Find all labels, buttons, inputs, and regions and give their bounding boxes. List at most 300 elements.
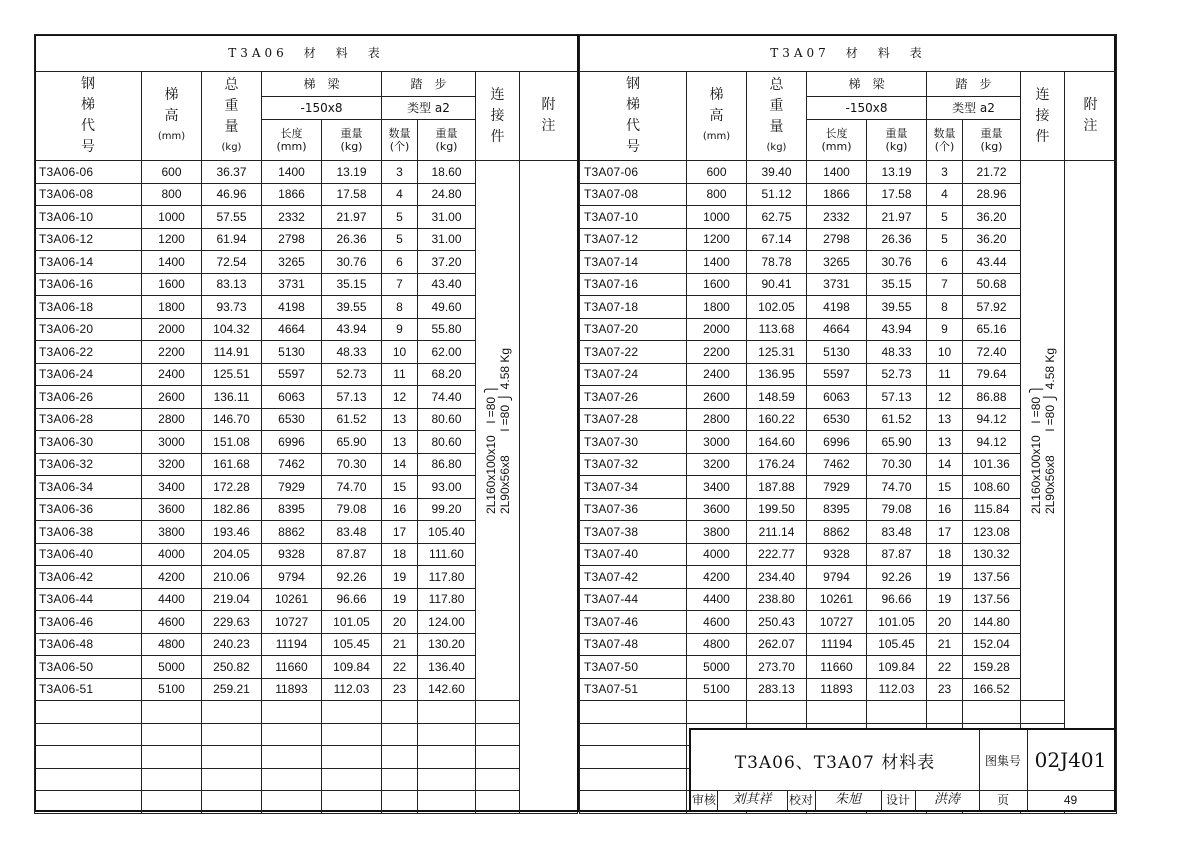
table-cell: 6996 xyxy=(807,431,867,454)
table-cell: 4664 xyxy=(807,318,867,341)
table-cell: 172.28 xyxy=(202,476,262,499)
table-cell: 193.46 xyxy=(202,521,262,544)
table-cell: T3A06-18 xyxy=(35,296,142,319)
table-cell: 4800 xyxy=(687,633,747,656)
table-cell: 4200 xyxy=(687,566,747,589)
table-cell: 43.94 xyxy=(867,318,927,341)
table-cell: 21.97 xyxy=(867,206,927,229)
table-cell: 4000 xyxy=(142,543,202,566)
table-cell: T3A07-36 xyxy=(580,498,687,521)
table-cell: 92.26 xyxy=(867,566,927,589)
table-cell: 117.80 xyxy=(418,566,476,589)
header-beam: 梯 梁 xyxy=(262,72,382,97)
table-cell: 112.03 xyxy=(322,678,382,701)
table-cell: 5100 xyxy=(687,678,747,701)
table-cell: 6063 xyxy=(262,386,322,409)
header-height xyxy=(142,72,202,161)
table-cell: 15 xyxy=(382,476,418,499)
table-title: T3A07 材 料 表 xyxy=(580,35,1117,72)
table-cell: 3200 xyxy=(687,453,747,476)
header-beam: 梯 梁 xyxy=(807,72,927,97)
table-cell: 8395 xyxy=(262,498,322,521)
blank-cell xyxy=(202,746,262,769)
blank-cell xyxy=(35,701,142,724)
table-cell: 6 xyxy=(382,251,418,274)
table-cell: 2798 xyxy=(262,228,322,251)
blank-cell xyxy=(418,746,476,769)
header-height xyxy=(687,72,747,161)
blank-row xyxy=(35,746,578,769)
table-cell: 93.73 xyxy=(202,296,262,319)
table-cell: 11660 xyxy=(262,656,322,679)
header-weight-part: 量 xyxy=(224,118,239,135)
header-code-part: 号 xyxy=(626,139,640,155)
table-cell: 1200 xyxy=(687,228,747,251)
table-cell: 79.64 xyxy=(963,363,1021,386)
blank-cell xyxy=(418,701,476,724)
table-cell: 5000 xyxy=(687,656,747,679)
table-cell: T3A07-08 xyxy=(580,183,687,206)
header-length-part: 长度 xyxy=(280,127,303,140)
table-cell: T3A06-22 xyxy=(35,341,142,364)
table-cell: 96.66 xyxy=(867,588,927,611)
table-cell: 70.30 xyxy=(867,453,927,476)
table-cell: T3A06-51 xyxy=(35,678,142,701)
table-cell: 43.40 xyxy=(418,273,476,296)
blank-cell xyxy=(476,746,520,769)
table-cell: 7929 xyxy=(807,476,867,499)
note-cell xyxy=(520,161,578,814)
table-cell: 67.14 xyxy=(747,228,807,251)
table-cell: 10727 xyxy=(262,611,322,634)
table-cell: 1400 xyxy=(807,161,867,184)
table-cell: 94.12 xyxy=(963,431,1021,454)
table-cell: 2332 xyxy=(807,206,867,229)
connector-note-cell xyxy=(476,161,520,701)
table-cell: 4 xyxy=(382,183,418,206)
table-cell: 4800 xyxy=(142,633,202,656)
table-cell: 6530 xyxy=(807,408,867,431)
blank-cell xyxy=(476,791,520,814)
table-cell: 12 xyxy=(927,386,963,409)
table-cell: 57.55 xyxy=(202,206,262,229)
table-cell: 19 xyxy=(382,588,418,611)
table-cell: 83.48 xyxy=(867,521,927,544)
table-cell: 20 xyxy=(927,611,963,634)
table-cell: 136.40 xyxy=(418,656,476,679)
table-cell: 87.87 xyxy=(322,543,382,566)
blank-cell xyxy=(322,768,382,791)
table-cell: 28.96 xyxy=(963,183,1021,206)
table-cell: T3A07-10 xyxy=(580,206,687,229)
table-cell: 68.20 xyxy=(418,363,476,386)
table-cell: 6063 xyxy=(807,386,867,409)
table-cell: T3A07-16 xyxy=(580,273,687,296)
table-cell: 9794 xyxy=(262,566,322,589)
header-beam_weight-part: 重量 xyxy=(885,127,908,140)
header-connector xyxy=(1021,72,1065,161)
table-cell: 31.00 xyxy=(418,206,476,229)
table-cell: 123.08 xyxy=(963,521,1021,544)
table-cell: 21.97 xyxy=(322,206,382,229)
blank-cell xyxy=(142,768,202,791)
table-cell: 144.80 xyxy=(963,611,1021,634)
table-cell: 39.40 xyxy=(747,161,807,184)
table-cell: 3 xyxy=(927,161,963,184)
t3a06-material-table xyxy=(34,34,578,814)
header-weight-part: 总 xyxy=(224,76,239,93)
table-cell: 48.33 xyxy=(322,341,382,364)
table-cell: 4000 xyxy=(687,543,747,566)
table-cell: 57.13 xyxy=(322,386,382,409)
header-count-part: 数量 xyxy=(933,127,956,140)
table-title: T3A06 材 料 表 xyxy=(35,35,578,72)
blank-cell xyxy=(418,768,476,791)
table-cell: 8862 xyxy=(807,521,867,544)
table-cell: 19 xyxy=(927,566,963,589)
blank-cell xyxy=(580,791,687,814)
table-cell: 18.60 xyxy=(418,161,476,184)
header-step_weight xyxy=(418,120,476,161)
table-cell: 11 xyxy=(382,363,418,386)
table-cell: 2200 xyxy=(687,341,747,364)
table-cell: 21 xyxy=(382,633,418,656)
header-beam-spec: -150x8 xyxy=(262,97,382,120)
table-cell: 199.50 xyxy=(747,498,807,521)
header-count-part: (个) xyxy=(389,140,410,153)
table-cell: T3A06-38 xyxy=(35,521,142,544)
table-cell: 72.54 xyxy=(202,251,262,274)
blank-cell xyxy=(35,768,142,791)
table-cell: 229.63 xyxy=(202,611,262,634)
table-cell: 39.55 xyxy=(867,296,927,319)
table-cell: 7929 xyxy=(262,476,322,499)
table-cell: 87.87 xyxy=(867,543,927,566)
table-cell: 3800 xyxy=(142,521,202,544)
table-cell: T3A07-24 xyxy=(580,363,687,386)
table-cell: 259.21 xyxy=(202,678,262,701)
header-weight xyxy=(202,72,262,161)
header-beam-spec: -150x8 xyxy=(807,97,927,120)
table-cell: 142.60 xyxy=(418,678,476,701)
table-cell: 4664 xyxy=(262,318,322,341)
table-cell: 10 xyxy=(927,341,963,364)
page-number: 49 xyxy=(1063,793,1078,807)
table-cell: 250.82 xyxy=(202,656,262,679)
table-cell: 65.90 xyxy=(322,431,382,454)
header-code-part: 梯 xyxy=(81,97,95,113)
blank-cell xyxy=(322,746,382,769)
design-label: 设计 xyxy=(881,790,916,810)
header-weight-part: 重 xyxy=(224,97,239,114)
table-cell: 3731 xyxy=(262,273,322,296)
table-cell: 13.19 xyxy=(322,161,382,184)
blank-cell xyxy=(476,723,520,746)
table-cell: 14 xyxy=(927,453,963,476)
table-cell: 35.15 xyxy=(867,273,927,296)
table-row xyxy=(580,161,1117,184)
table-cell: 7 xyxy=(927,273,963,296)
table-cell: T3A06-50 xyxy=(35,656,142,679)
table-cell: 152.04 xyxy=(963,633,1021,656)
atlas-number: 02J401 xyxy=(1027,730,1114,791)
table-cell: 9328 xyxy=(807,543,867,566)
note-cell xyxy=(1065,161,1117,814)
table-cell: 15 xyxy=(927,476,963,499)
header-connector-part: 接 xyxy=(490,107,505,124)
table-cell: 31.00 xyxy=(418,228,476,251)
table-cell: T3A07-32 xyxy=(580,453,687,476)
header-weight-part: 量 xyxy=(769,118,784,135)
header-height-part: (mm) xyxy=(157,131,186,142)
table-cell: 5 xyxy=(382,228,418,251)
table-cell: 5 xyxy=(927,228,963,251)
table-cell: 48.33 xyxy=(867,341,927,364)
review-label: 审核 xyxy=(691,790,718,810)
blank-cell xyxy=(142,723,202,746)
table-cell: 10727 xyxy=(807,611,867,634)
table-cell: 250.43 xyxy=(747,611,807,634)
table-cell: 22 xyxy=(382,656,418,679)
table-cell: T3A06-32 xyxy=(35,453,142,476)
blank-cell xyxy=(927,701,963,724)
table-cell: 6 xyxy=(927,251,963,274)
table-cell: 104.32 xyxy=(202,318,262,341)
table-cell: 13 xyxy=(927,408,963,431)
table-cell: 2800 xyxy=(687,408,747,431)
table-cell: 16 xyxy=(927,498,963,521)
table-cell: 57.92 xyxy=(963,296,1021,319)
blank-cell xyxy=(262,701,322,724)
header-note xyxy=(1065,72,1117,161)
table-cell: 61.94 xyxy=(202,228,262,251)
table-cell: 17 xyxy=(927,521,963,544)
table-cell: 14 xyxy=(382,453,418,476)
table-cell: 11194 xyxy=(807,633,867,656)
table-cell: 3800 xyxy=(687,521,747,544)
check-signature: 朱旭 xyxy=(815,790,882,810)
table-cell: 3400 xyxy=(687,476,747,499)
table-cell: 137.56 xyxy=(963,588,1021,611)
table-cell: T3A06-08 xyxy=(35,183,142,206)
table-cell: 19 xyxy=(927,588,963,611)
blank-cell xyxy=(476,768,520,791)
table-cell: 137.56 xyxy=(963,566,1021,589)
table-cell: T3A06-26 xyxy=(35,386,142,409)
table-cell: T3A06-06 xyxy=(35,161,142,184)
table-cell: 65.16 xyxy=(963,318,1021,341)
blank-row xyxy=(35,723,578,746)
table-cell: 10261 xyxy=(807,588,867,611)
blank-cell xyxy=(202,701,262,724)
table-cell: T3A07-28 xyxy=(580,408,687,431)
table-cell: 112.03 xyxy=(867,678,927,701)
table-cell: T3A07-34 xyxy=(580,476,687,499)
header-connector-part: 连 xyxy=(490,86,505,103)
table-cell: 125.31 xyxy=(747,341,807,364)
header-height-part: (mm) xyxy=(702,131,731,142)
table-cell: 187.88 xyxy=(747,476,807,499)
table-cell: 13.19 xyxy=(867,161,927,184)
table-cell: 96.66 xyxy=(322,588,382,611)
table-cell: 61.52 xyxy=(322,408,382,431)
header-weight-part: (kg) xyxy=(221,141,242,153)
table-cell: T3A07-50 xyxy=(580,656,687,679)
table-cell: 55.80 xyxy=(418,318,476,341)
table-cell: 16 xyxy=(382,498,418,521)
table-cell: 23 xyxy=(927,678,963,701)
table-cell: T3A07-44 xyxy=(580,588,687,611)
table-cell: 8395 xyxy=(807,498,867,521)
table-cell: 222.77 xyxy=(747,543,807,566)
blank-row xyxy=(35,768,578,791)
header-beam_weight-part: (kg) xyxy=(885,140,908,153)
table-cell: 1600 xyxy=(687,273,747,296)
table-cell: 9794 xyxy=(807,566,867,589)
table-cell: 83.48 xyxy=(322,521,382,544)
header-length-part: (mm) xyxy=(821,140,852,153)
blank-cell xyxy=(418,791,476,814)
table-cell: 70.30 xyxy=(322,453,382,476)
table-cell: 238.80 xyxy=(747,588,807,611)
header-step_weight-part: (kg) xyxy=(435,140,458,153)
table-cell: 13 xyxy=(382,408,418,431)
blank-cell xyxy=(322,701,382,724)
blank-cell xyxy=(202,768,262,791)
header-code-part: 代 xyxy=(81,118,95,134)
table-cell: 159.28 xyxy=(963,656,1021,679)
table-cell: 5130 xyxy=(262,341,322,364)
connector-spec-line: 2L160x100x10 l =80 ⎫ xyxy=(483,384,498,514)
table-cell: 8 xyxy=(382,296,418,319)
table-cell: 9 xyxy=(382,318,418,341)
table-cell: T3A06-34 xyxy=(35,476,142,499)
blank-cell xyxy=(382,768,418,791)
table-cell: 3265 xyxy=(807,251,867,274)
table-cell: T3A06-14 xyxy=(35,251,142,274)
table-cell: T3A06-20 xyxy=(35,318,142,341)
table-cell: 5130 xyxy=(807,341,867,364)
table-cell: 49.60 xyxy=(418,296,476,319)
table-cell: 37.20 xyxy=(418,251,476,274)
table-cell: T3A07-40 xyxy=(580,543,687,566)
table-cell: 99.20 xyxy=(418,498,476,521)
table-cell: 151.08 xyxy=(202,431,262,454)
table-cell: 124.00 xyxy=(418,611,476,634)
table-cell: 86.88 xyxy=(963,386,1021,409)
table-cell: 7462 xyxy=(262,453,322,476)
table-cell: T3A06-44 xyxy=(35,588,142,611)
blank-cell xyxy=(322,723,382,746)
table-cell: 283.13 xyxy=(747,678,807,701)
table-cell: 3600 xyxy=(142,498,202,521)
blank-cell xyxy=(262,746,322,769)
table-cell: 164.60 xyxy=(747,431,807,454)
table-cell: 1400 xyxy=(687,251,747,274)
table-cell: 148.59 xyxy=(747,386,807,409)
header-note-part: 附 xyxy=(1083,97,1098,113)
table-cell: T3A06-42 xyxy=(35,566,142,589)
title-block-title: T3A06、T3A07 材料表 xyxy=(691,730,980,791)
table-cell: 136.11 xyxy=(202,386,262,409)
header-note xyxy=(520,72,578,161)
t3a07-material-table xyxy=(579,34,1117,814)
table-cell: 9328 xyxy=(262,543,322,566)
header-note-part: 附 xyxy=(541,97,556,113)
table-cell: 160.22 xyxy=(747,408,807,431)
connector-spec-line: 2L160x100x10 l =80 ⎫ xyxy=(1028,384,1043,514)
title-block xyxy=(689,728,1116,812)
blank-cell xyxy=(382,701,418,724)
table-cell: 26.36 xyxy=(867,228,927,251)
table-cell: 2332 xyxy=(262,206,322,229)
blank-cell xyxy=(476,701,520,724)
table-cell: 62.75 xyxy=(747,206,807,229)
table-cell: 2600 xyxy=(687,386,747,409)
table-cell: 9 xyxy=(927,318,963,341)
table-cell: 36.37 xyxy=(202,161,262,184)
blank-cell xyxy=(382,746,418,769)
table-cell: 5597 xyxy=(807,363,867,386)
header-weight-part: 总 xyxy=(769,76,784,93)
table-cell: 182.86 xyxy=(202,498,262,521)
table-cell: 30.76 xyxy=(322,251,382,274)
blank-cell xyxy=(262,768,322,791)
table-cell: 600 xyxy=(142,161,202,184)
table-cell: 204.05 xyxy=(202,543,262,566)
table-cell: 109.84 xyxy=(322,656,382,679)
blank-cell xyxy=(687,701,747,724)
table-cell: 13 xyxy=(927,431,963,454)
table-cell: 17 xyxy=(382,521,418,544)
header-length-part: (mm) xyxy=(276,140,307,153)
table-cell: T3A07-42 xyxy=(580,566,687,589)
table-cell: 39.55 xyxy=(322,296,382,319)
connector-spec xyxy=(1029,347,1057,513)
table-cell: 80.60 xyxy=(418,408,476,431)
table-cell: 6996 xyxy=(262,431,322,454)
header-connector-part: 连 xyxy=(1035,86,1050,103)
table-cell: 5 xyxy=(927,206,963,229)
table-cell: 17.58 xyxy=(867,183,927,206)
table-cell: 20 xyxy=(382,611,418,634)
table-cell: 234.40 xyxy=(747,566,807,589)
table-cell: T3A07-38 xyxy=(580,521,687,544)
header-count xyxy=(382,120,418,161)
table-cell: 1400 xyxy=(262,161,322,184)
table-cell: 146.70 xyxy=(202,408,262,431)
table-cell: T3A06-36 xyxy=(35,498,142,521)
blank-row xyxy=(35,791,578,814)
table-cell: 74.40 xyxy=(418,386,476,409)
header-height-part: 梯 xyxy=(709,87,724,103)
table-cell: T3A07-51 xyxy=(580,678,687,701)
table-cell: T3A07-26 xyxy=(580,386,687,409)
header-count-part: (个) xyxy=(934,140,955,153)
table-cell: 2400 xyxy=(142,363,202,386)
table-cell: 90.41 xyxy=(747,273,807,296)
header-connector-part: 接 xyxy=(1035,107,1050,124)
table-cell: 86.80 xyxy=(418,453,476,476)
table-cell: T3A06-28 xyxy=(35,408,142,431)
table-cell: 79.08 xyxy=(322,498,382,521)
table-cell: 36.20 xyxy=(963,228,1021,251)
table-cell: 8862 xyxy=(262,521,322,544)
header-count-part: 数量 xyxy=(388,127,411,140)
table-cell: 273.70 xyxy=(747,656,807,679)
header-weight-part: (kg) xyxy=(766,141,787,153)
blank-cell xyxy=(418,723,476,746)
